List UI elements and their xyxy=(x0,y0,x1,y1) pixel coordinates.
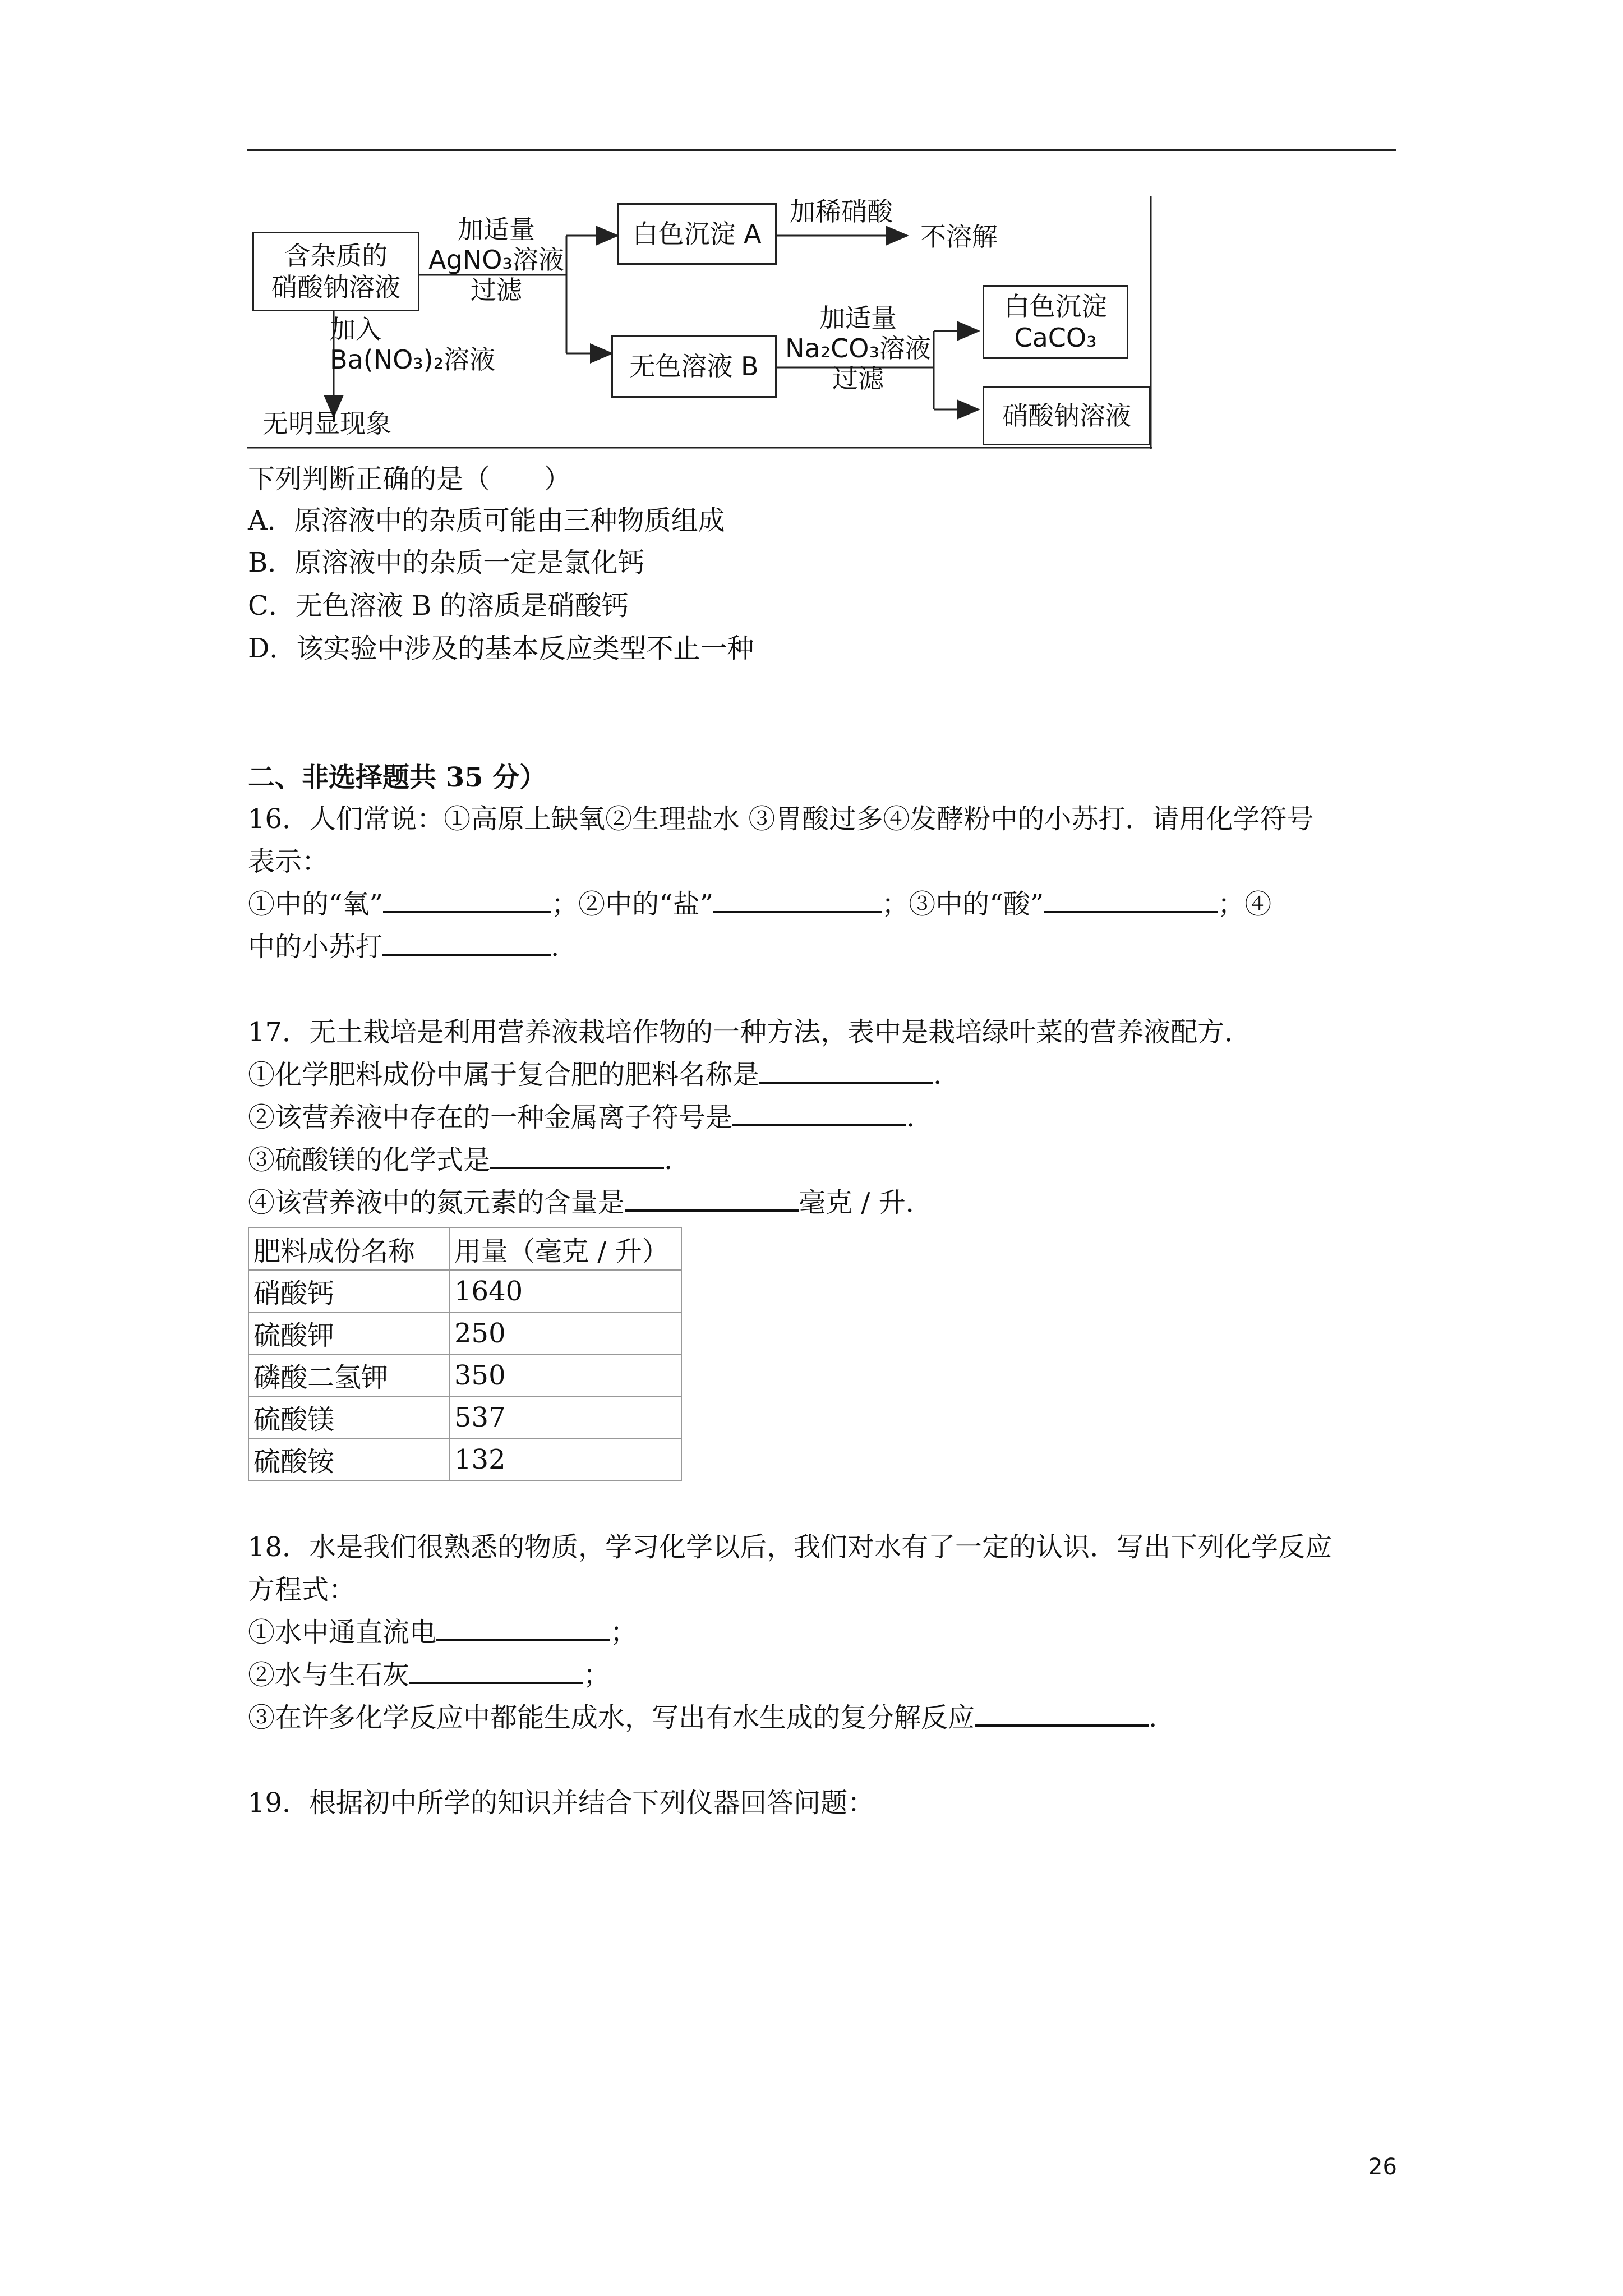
q17-sub3-text: ③硫酸镁的化学式是 xyxy=(248,1144,491,1176)
q18-blank-double-decomposition[interactable] xyxy=(975,1702,1149,1727)
q17-sub1-text: ①化学肥料成份中属于复合肥的肥料名称是 xyxy=(248,1059,760,1091)
q18-sub2-text: ②水与生石灰 xyxy=(248,1659,410,1691)
q17-blank-compound-fertilizer[interactable] xyxy=(759,1059,933,1084)
q17-blank-metal-ion[interactable] xyxy=(732,1102,906,1126)
fertilizer-table xyxy=(248,1227,682,1481)
table-cell: 350 xyxy=(449,1354,681,1396)
label-na2co3: 加适量 Na₂CO₃溶液 过滤 xyxy=(785,303,931,394)
q17-sub2-text: ②该营养液中存在的一种金属离子符号是 xyxy=(248,1102,733,1133)
table-row xyxy=(248,1312,681,1354)
q18-sub3-dot: . xyxy=(1149,1702,1158,1733)
q15-option-c: C．无色溶液 B 的溶质是硝酸钙 xyxy=(248,590,629,622)
section-title: 二、非选择题共 35 分） xyxy=(248,762,547,793)
flowchart xyxy=(0,0,1623,460)
q17-sub1 xyxy=(248,1058,942,1092)
box-nano3-solution: 硝酸钠溶液 xyxy=(983,386,1151,445)
table-cell: 132 xyxy=(449,1438,681,1480)
q17-sub2 xyxy=(248,1101,915,1134)
table-cell: 硫酸镁 xyxy=(248,1396,449,1438)
q18-line1: 18．水是我们很熟悉的物质，学习化学以后，我们对水有了一定的认识．写出下列化学反应 xyxy=(248,1531,1332,1563)
box-white-precipitate-a: 白色沉淀 A xyxy=(617,203,777,265)
page-number: 26 xyxy=(1368,2154,1397,2180)
box-caco3: 白色沉淀 CaCO₃ xyxy=(983,285,1128,359)
q17-sub3-dot: . xyxy=(664,1144,673,1176)
table-cell: 硫酸铵 xyxy=(248,1438,449,1480)
q17-sub4 xyxy=(248,1186,933,1220)
q17-sub2-dot: . xyxy=(906,1102,915,1133)
table-row xyxy=(248,1354,681,1396)
q15-stem: 下列判断正确的是（ ） xyxy=(248,463,571,495)
q16-line3 xyxy=(248,887,1271,921)
table-cell: 250 xyxy=(449,1312,681,1354)
q16-line1: 16．人们常说：①高原上缺氧②生理盐水 ③胃酸过多④发酵粉中的小苏打．请用化学符号 xyxy=(248,803,1314,835)
table-cell: 硝酸钙 xyxy=(248,1270,449,1312)
q17-sub3 xyxy=(248,1143,672,1177)
q16-blank-oxygen[interactable] xyxy=(383,889,551,913)
q18-sub1-text: ①水中通直流电 xyxy=(248,1617,437,1648)
q16-line4 xyxy=(248,930,559,964)
q18-line2: 方程式： xyxy=(248,1574,356,1605)
box-colorless-solution-b: 无色溶液 B xyxy=(611,335,777,398)
q18-blank-quicklime[interactable] xyxy=(409,1659,583,1684)
table-row xyxy=(248,1438,681,1480)
q15-option-a: A．原溶液中的杂质可能由三种物质组成 xyxy=(248,505,725,536)
q16-part4: ；④ xyxy=(1218,889,1272,920)
q16-part2: ；②中的“盐” xyxy=(551,889,714,920)
table-cell: 537 xyxy=(449,1396,681,1438)
q16-part6: . xyxy=(551,931,560,963)
q16-blank-baking-soda[interactable] xyxy=(382,931,551,956)
table-header-cell: 肥料成份名称 xyxy=(248,1228,449,1270)
q17-line1: 17．无土栽培是利用营养液栽培作物的一种方法，表中是栽培绿叶菜的营养液配方． xyxy=(248,1016,1252,1048)
q15-option-d: D．该实验中涉及的基本反应类型不止一种 xyxy=(248,633,754,664)
table-header-cell: 用量（毫克 / 升） xyxy=(449,1228,681,1270)
table-cell: 硫酸钾 xyxy=(248,1312,449,1354)
q18-sub3 xyxy=(248,1701,1157,1734)
q16-line2: 表示： xyxy=(248,846,329,877)
table-header-row xyxy=(248,1228,681,1270)
q17-sub4-unit: 毫克 / 升． xyxy=(799,1187,933,1218)
result-no-change: 无明显现象 xyxy=(262,408,391,439)
table-row xyxy=(248,1270,681,1312)
q18-sub1-semi: ； xyxy=(610,1617,638,1648)
q17-blank-mgso4-formula[interactable] xyxy=(490,1144,664,1169)
q16-blank-acid[interactable] xyxy=(1044,889,1218,913)
box-start-solution: 含杂质的 硝酸钠溶液 xyxy=(252,232,419,311)
q16-part3: ；③中的“酸” xyxy=(882,889,1044,920)
result-insoluble: 不溶解 xyxy=(920,222,998,252)
table-cell: 1640 xyxy=(449,1270,681,1312)
q18-sub2-semi: ； xyxy=(583,1659,611,1691)
q18-sub3-text: ③在许多化学反应中都能生成水，写出有水生成的复分解反应 xyxy=(248,1702,975,1733)
q16-blank-salt[interactable] xyxy=(713,889,882,913)
label-dilute-hno3: 加稀硝酸 xyxy=(790,196,893,227)
q17-sub4-text: ④该营养液中的氮元素的含量是 xyxy=(248,1187,625,1218)
label-agno3: 加适量 AgNO₃溶液 过滤 xyxy=(428,214,564,305)
q18-blank-electrolysis[interactable] xyxy=(436,1617,610,1641)
q15-option-b: B．原溶液中的杂质一定是氯化钙 xyxy=(248,547,645,578)
q19-line1: 19．根据初中所学的知识并结合下列仪器回答问题： xyxy=(248,1787,875,1819)
q18-sub1 xyxy=(248,1616,637,1649)
q17-sub1-dot: . xyxy=(933,1059,942,1091)
label-bano3: 加入 Ba(NO₃)₂溶液 xyxy=(330,314,496,375)
q18-sub2 xyxy=(248,1658,610,1692)
q16-part5: 中的小苏打 xyxy=(248,931,383,963)
table-cell: 磷酸二氢钾 xyxy=(248,1354,449,1396)
q17-blank-nitrogen-content[interactable] xyxy=(625,1187,799,1212)
q16-part1: ①中的“氧” xyxy=(248,889,384,920)
table-row xyxy=(248,1396,681,1438)
